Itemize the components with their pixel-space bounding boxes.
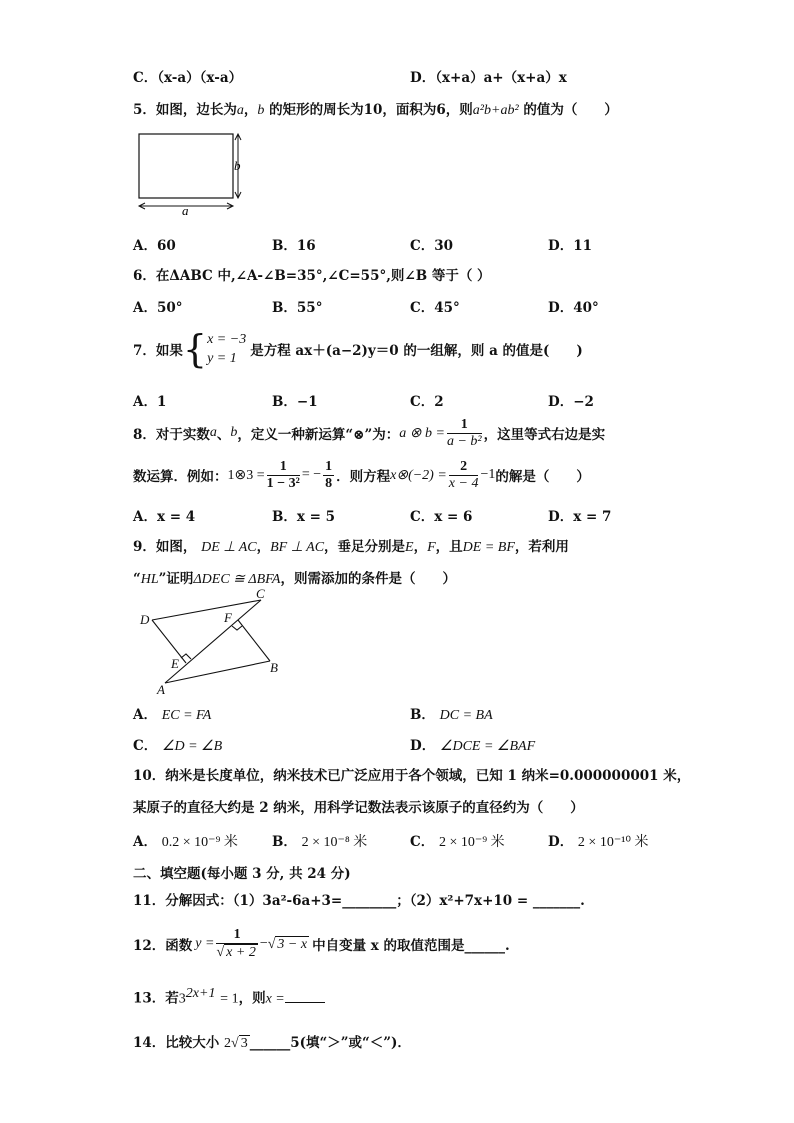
section-2-heading: 二、填空题(每小题 3 分, 共 24 分) bbox=[133, 866, 351, 882]
q9-option-b: B． DC = BA bbox=[410, 707, 493, 723]
q7-option-b: B．−1 bbox=[272, 394, 318, 410]
q6-stem: 6．在ΔABC 中,∠A-∠B=35°,∠C=55°,则∠B 等于（ ） bbox=[133, 268, 491, 284]
q6-option-b: B．55° bbox=[272, 300, 323, 316]
q5-label-b: b bbox=[234, 158, 241, 173]
q8-example-fraction: $\frac{1}{\text{1 − 3²}}$ bbox=[266, 458, 300, 491]
q9-segment-ac bbox=[165, 600, 261, 683]
q12-fraction: $\frac{1}{√ x + 2}$ bbox=[216, 927, 256, 960]
q9-segment-ab bbox=[165, 661, 270, 683]
q13-stem: 13．若$3^{2x+1} = 1$，则x = bbox=[133, 986, 325, 1008]
q9-label-e: E bbox=[171, 656, 179, 671]
q9-label-a: A bbox=[157, 682, 165, 696]
q10-option-d: D． 2 × 10⁻¹⁰ 米 bbox=[548, 834, 649, 850]
q9-segment-de bbox=[152, 620, 186, 663]
q9-segment-dc bbox=[152, 600, 261, 620]
q7-option-a: A．1 bbox=[133, 394, 167, 410]
q8-option-b: B．x = 5 bbox=[272, 509, 336, 525]
q10-option-b: B． 2 × 10⁻⁸ 米 bbox=[272, 834, 368, 850]
q6-option-d: D．40° bbox=[548, 300, 599, 316]
q9-right-angle-f bbox=[232, 626, 242, 630]
q8-definition-fraction: $\frac{1}{\text{a − b²}}$ bbox=[446, 416, 482, 449]
q5-stem: 5．如图，边长为a，b 的矩形的周长为10，面积为6，则a²b+ab² 的值为（ ） bbox=[133, 102, 618, 118]
q8-equation-fraction: $\frac{2}{x - 4}$ bbox=[448, 458, 479, 491]
q5-option-a: A．60 bbox=[133, 238, 176, 254]
q11-stem: 11．分解因式：（1）3a²-6a+3=________；（2）x²+7x+10 = _______. bbox=[133, 893, 585, 909]
q4-option-c: C．（x-a）（x-a） bbox=[133, 70, 243, 86]
q9-label-d: D bbox=[140, 612, 150, 627]
q6-option-a: A．50° bbox=[133, 300, 183, 316]
q10-line1: 10．纳米是长度单位，纳米技术已广泛应用于各个领域，已知 1 纳米=0.000000001 米， bbox=[133, 768, 691, 784]
q9-label-f: F bbox=[224, 610, 232, 625]
q9-segment-bf bbox=[238, 620, 270, 661]
q9-label-c: C bbox=[256, 586, 265, 601]
q9-figure bbox=[136, 586, 286, 696]
q13-answer-blank[interactable] bbox=[285, 1002, 325, 1003]
q8-line2: 数运算．例如： 1⊗3 = $\frac{1}{\text{1 − 3²}}$ = − $\frac{1}{8}$ ．则方程 x⊗(−2) = $\frac{2}{x - 4}$ −1 的解是（ ） bbox=[133, 458, 590, 491]
q12-stem: 12．函数 y = $\frac{1}{√ x + 2}$ − √ 3 − x 中自变量 x 的取值范围是______. bbox=[133, 927, 510, 960]
q8-option-c: C．x = 6 bbox=[410, 509, 473, 525]
q10-option-c: C． 2 × 10⁻⁹ 米 bbox=[410, 834, 505, 850]
q5-option-c: C．30 bbox=[410, 238, 454, 254]
q5-rectangle-figure bbox=[130, 126, 260, 218]
q7-brace: { bbox=[182, 327, 208, 371]
q6-option-c: C．45° bbox=[410, 300, 460, 316]
q7-option-c: C．2 bbox=[410, 394, 444, 410]
q9-line2: “HL”证明ΔDEC ≅ ΔBFA，则需添加的条件是（ ） bbox=[133, 571, 456, 587]
q5-label-a: a bbox=[182, 203, 189, 218]
q7-system: x = −3 y = 1 bbox=[207, 332, 247, 366]
q8-line1: 8．对于实数 a 、 b ，定义一种新运算“⊗”为： a ⊗ b = $\frac{1}{\text{a − b²}}$ ，这里等式右边是实 bbox=[133, 416, 606, 449]
q8-option-a: A．x = 4 bbox=[133, 509, 196, 525]
q8-option-d: D．x = 7 bbox=[548, 509, 612, 525]
q10-line2: 某原子的直径大约是 2 纳米，用科学记数法表示该原子的直径约为（ ） bbox=[133, 800, 584, 816]
q9-option-d: D． ∠DCE = ∠BAF bbox=[410, 738, 536, 754]
q10-option-a: A． 0.2 × 10⁻⁹ 米 bbox=[133, 834, 238, 850]
q5-option-d: D．11 bbox=[548, 238, 592, 254]
q9-label-b: B bbox=[270, 660, 278, 675]
q14-stem: 14．比较大小 2√ 3 ______5(填“＞”或“＜”)． bbox=[133, 1035, 411, 1051]
q7-stem: 7．如果 { x = −3 y = 1 是方程 ax＋(a−2)y＝0 的一组解，则 a 的值是( ) bbox=[133, 327, 583, 371]
q5-option-b: B．16 bbox=[272, 238, 316, 254]
q7-option-d: D．−2 bbox=[548, 394, 594, 410]
q9-line1: 9．如图， DE ⊥ AC，BF ⊥ AC，垂足分别是E，F，且DE = BF，若利用 bbox=[133, 539, 569, 555]
q9-option-a: A． EC = FA bbox=[133, 707, 212, 723]
q8-example-fraction-2: $\frac{1}{8}$ bbox=[325, 458, 333, 491]
q9-option-c: C． ∠D = ∠B bbox=[133, 738, 223, 754]
q4-option-d: D．（x+a）a+（x+a）x bbox=[410, 70, 567, 86]
